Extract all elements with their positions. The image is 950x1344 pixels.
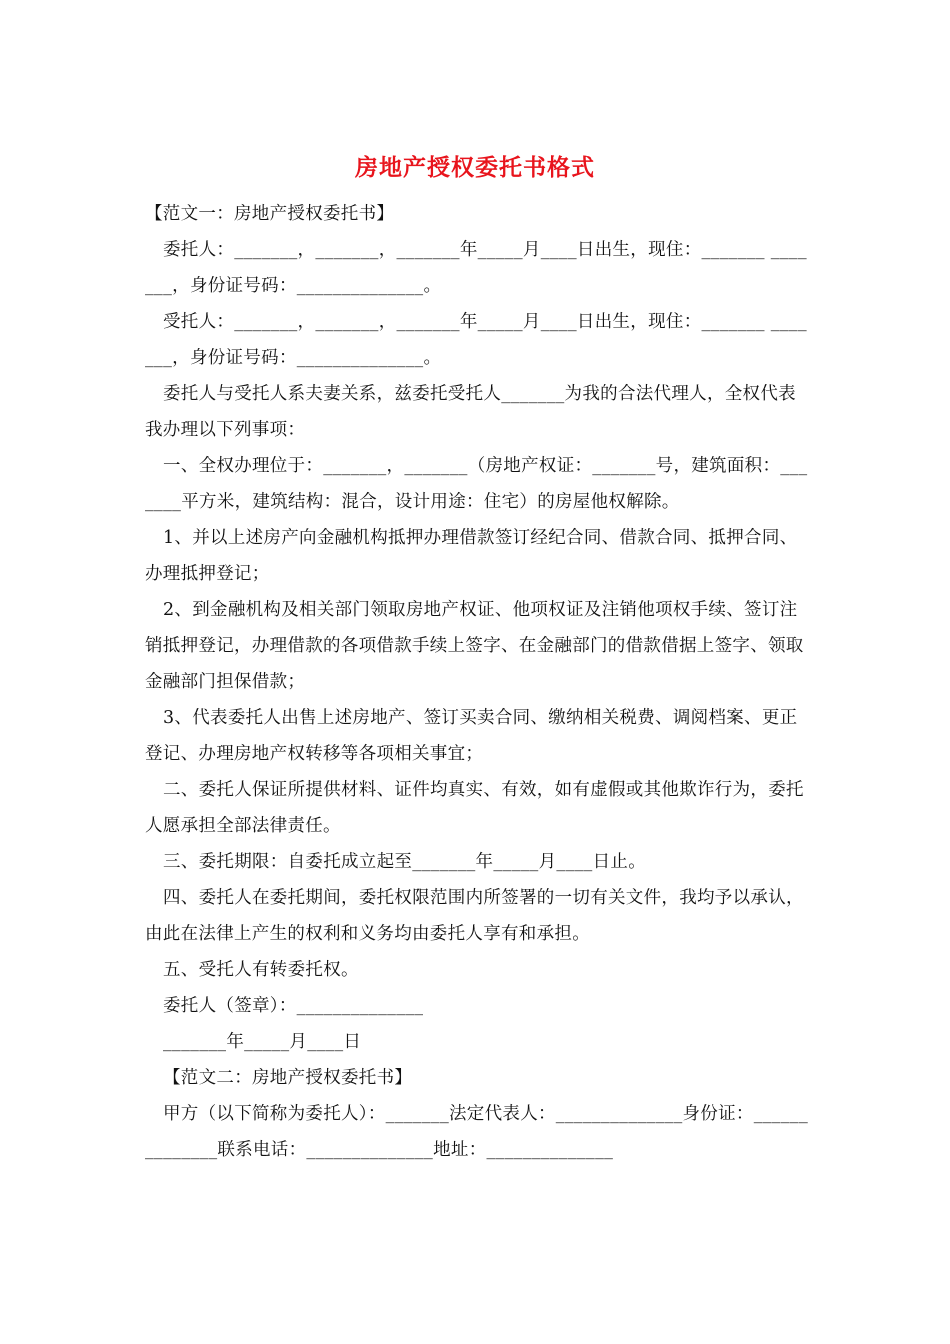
item-1: 1、并以上述房产向金融机构抵押办理借款签订经纪合同、借款合同、抵押合同、办理抵押登记；: [145, 528, 798, 584]
party-a-info: 甲方（以下简称为委托人）：_______法定代表人：______________身份证：______________联系电话：______________地址：______________: [145, 1104, 808, 1160]
clause-three: 三、委托期限：自委托成立起至_______年_____月____日止。: [163, 852, 646, 872]
clause-one: 一、全权办理位于：_______，_______（房地产权证：_______号，建筑面积：_______平方米，建筑结构：混合，设计用途：住宅）的房屋他权解除。: [145, 456, 808, 512]
section-heading-2: 【范文二：房地产授权委托书】: [163, 1068, 413, 1088]
section-heading-1: 【范文一：房地产授权委托书】: [145, 204, 395, 224]
relationship-paragraph: 委托人与受托人系夫妻关系，兹委托受托人_______为我的合法代理人，全权代表我办理以下列事项：: [145, 384, 796, 440]
clause-four: 四、委托人在委托期间，委托权限范围内所签署的一切有关文件，我均予以承认，由此在法律上产生的权利和义务均由委托人享有和承担。: [145, 888, 804, 944]
document-title: 房地产授权委托书格式: [355, 154, 595, 181]
clause-two: 二、委托人保证所提供材料、证件均真实、有效，如有虚假或其他欺诈行为，委托人愿承担全部法律责任。: [145, 780, 804, 836]
clause-five: 五、受托人有转委托权。: [163, 960, 359, 980]
date-line: _______年_____月____日: [163, 1032, 362, 1052]
item-3: 3、代表委托人出售上述房地产、签订买卖合同、缴纳相关税费、调阅档案、更正登记、办理房地产权转移等各项相关事宜；: [145, 708, 798, 764]
document-body: [145, 196, 811, 1168]
principal-info: 委托人：_______，_______，_______年_____月____日出生，现住：_______ _______，身份证号码：______________。: [145, 240, 807, 296]
signature-line: 委托人（签章）：______________: [163, 996, 424, 1016]
agent-info: 受托人：_______，_______，_______年_____月____日出生，现住：_______ _______，身份证号码：______________。: [145, 312, 807, 368]
item-2: 2、到金融机构及相关部门领取房地产权证、他项权证及注销他项权手续、签订注销抵押登记，办理借款的各项借款手续上签字、在金融部门的借款借据上签字、领取金融部门担保借款；: [145, 600, 804, 692]
